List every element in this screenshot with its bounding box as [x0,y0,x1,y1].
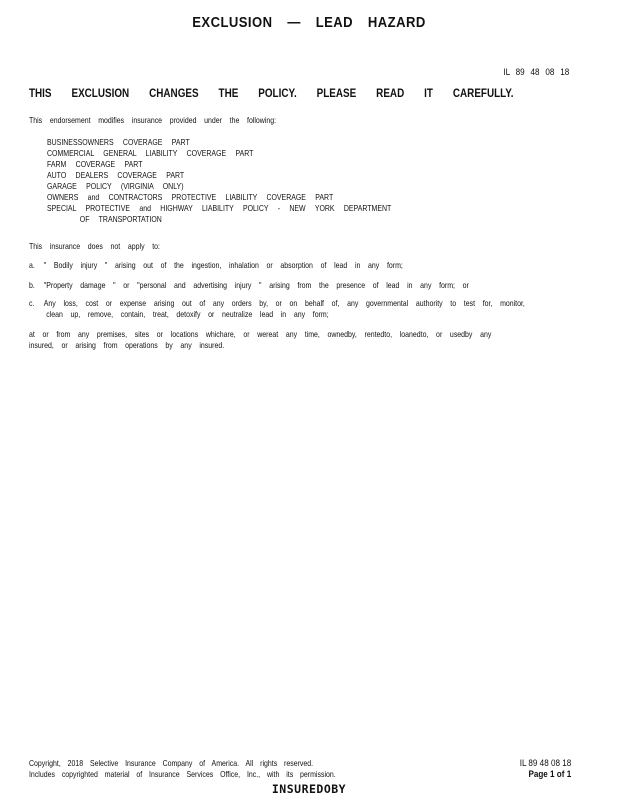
form-number-top: IL 89 48 08 18 [503,67,569,77]
item-label: a. [29,260,35,270]
intro-text: This endorsement modifies insurance provided under the following: [29,115,277,125]
item-text: Any loss, cost or expense arising out of any orders by, or on behalf of, any governmental authority to test for, monitor, [43,298,525,308]
footer-page-info [520,758,571,780]
closing-line: at or from any premises, sites or locations whichare, or wereat any time, ownedby, rentedto, loanedto, or usedby any [29,329,492,339]
item-text-continued: clean up, remove, contain, treat, detoxify or neutralize lead in any form; [46,309,329,319]
coverage-part: AUTO DEALERS COVERAGE PART [47,170,185,180]
exclusion-item-a [29,260,403,271]
exclusion-item-b [29,280,469,291]
closing-paragraph [29,329,491,351]
page-number: Page 1 of 1 [528,769,571,779]
footer-copyright [29,758,336,780]
item-label: b. [29,280,35,290]
coverage-part: SPECIAL PROTECTIVE and HIGHWAY LIABILITY POLICY - NEW YORK DEPARTMENT [47,203,392,213]
applies-text: This insurance does not apply to: [29,241,160,251]
coverage-parts-list [47,137,391,225]
closing-line: insured, or arising from operations by any insured. [29,340,225,350]
coverage-part: FARM COVERAGE PART [47,159,143,169]
coverage-part: OWNERS and CONTRACTORS PROTECTIVE LIABILITY COVERAGE PART [47,192,334,202]
copyright-line: Copyright, 2018 Selective Insurance Company of America. All rights reserved. [29,758,314,768]
coverage-part: BUSINESSOWNERS COVERAGE PART [47,137,190,147]
coverage-part: OF TRANSPORTATION [79,214,162,224]
item-label: c. [29,298,35,308]
exclusion-item-c [29,298,525,320]
coverage-part: COMMERCIAL GENERAL LIABILITY COVERAGE PART [47,148,254,158]
form-number-bottom: IL 89 48 08 18 [519,758,571,768]
item-text: " Bodily injury " arising out of the ingestion, inhalation or absorption of lead in any form; [43,260,403,270]
coverage-part: GARAGE POLICY (VIRGINIA ONLY) [47,181,184,191]
item-text: "Property damage " or "personal and advertising injury " arising from the presence of lead in any form; or [43,280,469,290]
watermark: INSUREDOBY [271,782,347,796]
document-title: EXCLUSION — LEAD HAZARD [192,15,426,31]
copyright-line: Includes copyrighted material of Insurance Services Office, Inc., with its permission. [29,769,336,779]
notice-heading: THIS EXCLUSION CHANGES THE POLICY. PLEASE READ IT CAREFULLY. [29,88,514,100]
